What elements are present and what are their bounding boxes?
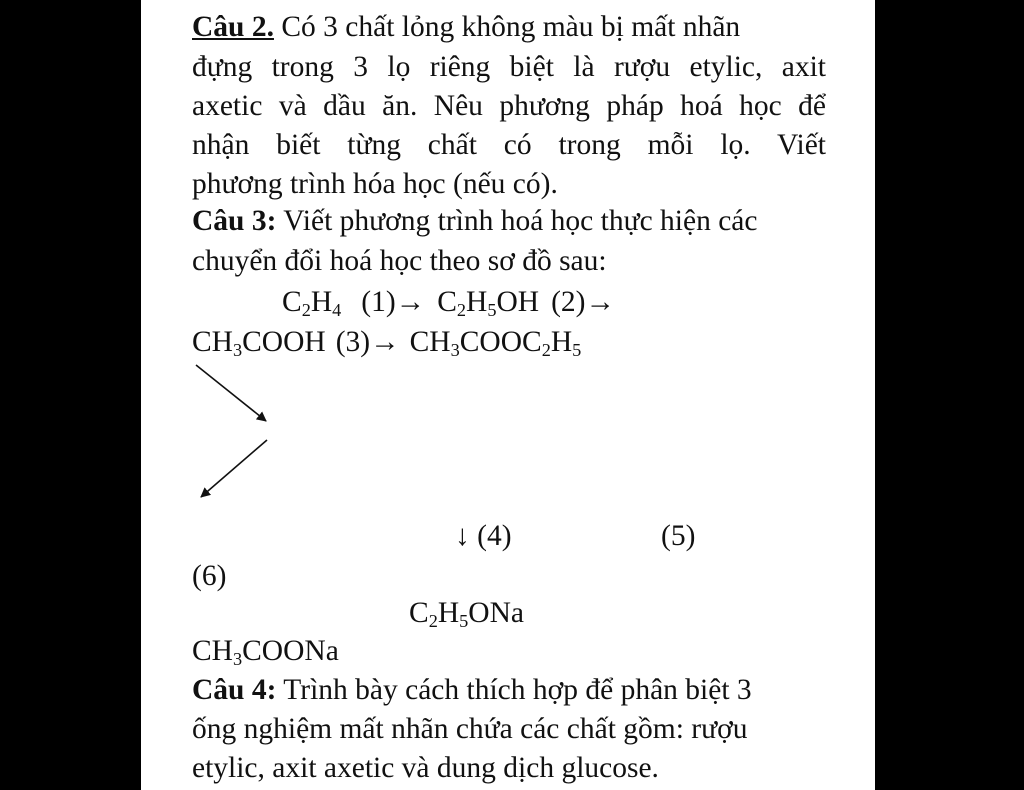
- formula-c2h4: $C_2H_4$: [282, 286, 342, 321]
- cau4-label: Câu 4:: [192, 674, 277, 706]
- cau3-text-1: Viết phương trình hoá học thực hiện các: [276, 205, 758, 237]
- cau4-line-2: ống nghiệm mất nhãn chứa các chất gồm: rượu: [192, 713, 748, 745]
- formula-c2h5oh: $C_2H_5OH$: [437, 286, 540, 321]
- formula-ch3cooc2h5: $CH_3COOC_2H_5$: [409, 326, 582, 361]
- cau4-line-3: etylic, axit axetic và dung dịch glucose.: [192, 752, 659, 784]
- step-6-label: (6): [192, 560, 227, 592]
- cau2-line-4: nhận biết từng chất có trong mỗi lọ. Viết: [192, 129, 826, 161]
- cau4-text-1: Trình bày cách thích hợp để phân biệt 3: [276, 674, 752, 706]
- step-1-arrow: (1)→: [361, 286, 426, 318]
- step-5-label: (5): [661, 520, 696, 552]
- document-page: [141, 0, 875, 790]
- step-2-arrow: (2)→: [551, 286, 615, 318]
- cau2-text-1: Có 3 chất lỏng không màu bị mất nhãn: [273, 11, 741, 43]
- formula-c2h5ona: $C_2H_5ONa$: [409, 597, 524, 632]
- cau2-line-2: đựng trong 3 lọ riêng biệt là rượu etylic, axit: [192, 51, 826, 83]
- cau4-line-1: [192, 672, 752, 710]
- cau2-line-5: phương trình hóa học (nếu có).: [192, 168, 558, 200]
- cau3-line-2: chuyển đổi hoá học theo sơ đồ sau:: [192, 245, 607, 277]
- cau2-label: Câu 2.: [192, 11, 274, 43]
- arrow-down-left: [201, 440, 267, 497]
- scheme-arrows: [141, 0, 875, 520]
- step-4-label: ↓ (4): [455, 520, 512, 552]
- arrow-down-right: [196, 365, 266, 421]
- cau3-label: Câu 3:: [192, 205, 277, 237]
- cau2-line-3: axetic và dầu ăn. Nêu phương pháp hoá học để: [192, 90, 826, 122]
- formula-ch3coona: $CH_3COONa$: [192, 635, 339, 670]
- formula-ch3cooh: $CH_3COOH$: [192, 326, 326, 361]
- step-3-arrow: (3)→: [335, 326, 400, 358]
